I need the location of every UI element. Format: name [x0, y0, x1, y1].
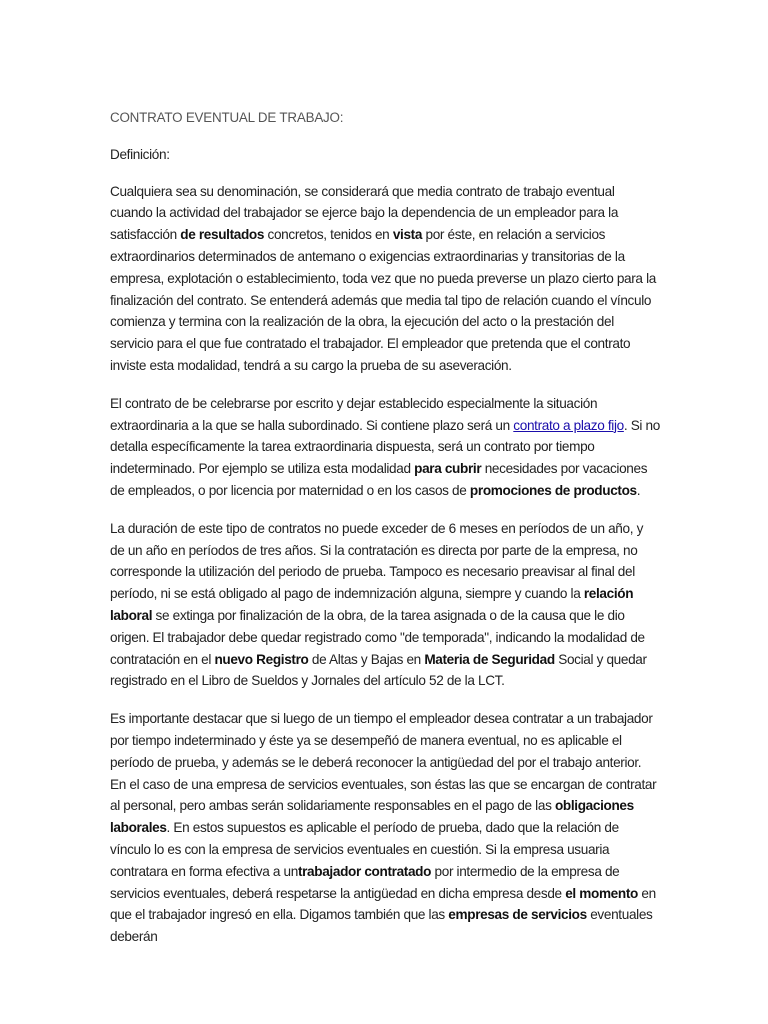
- text-run: necesidades por vacaciones de empleados, o por licencia por maternidad o en los casos de: [110, 461, 648, 498]
- text-run: de Altas y Bajas en: [308, 651, 425, 667]
- text-run: por intermedio de la empresa de servicios eventuales, deberá respetarse la antigüedad en dicha empresa desde: [110, 863, 620, 901]
- document-body: [110, 181, 660, 948]
- document-page: [110, 107, 660, 964]
- bold-text: el momento: [565, 885, 638, 901]
- text-run: Social y quedar registrado en el Libro de Sueldos y Jornales del artículo 52 de la LCT.: [110, 651, 647, 689]
- text-run: por éste, en relación a servicios extraordinarios determinados de antemano o exigencias extraordinarias y transitorias de la empresa, explotación o establecimiento, toda vez que no pueda preverse un plazo cierto para la finalización del contrato. Se entenderá además que media tal tipo de relación cuando el vínculo comienza y termina con la realización de la obra, la ejecución del acto o la prestación del servicio para el que fue contratado el trabajador. El empleador que pretenda que el contrato inviste esta modalidad, tendrá a su cargo la prueba de su aseveración.: [110, 227, 656, 373]
- text-run: eventuales deberán: [110, 907, 653, 945]
- text-run: se extinga por finalización de la obra, de la tarea asignada o de la causa que le dio origen. El trabajador debe quedar registrado como "de temporada", indicando la modalidad de contratación en el: [110, 607, 645, 667]
- text-run: El contrato de be celebrarse por escrito y dejar establecido especialmente la situación extraordinaria a la que se halla subordinado. Si contiene plazo será un: [110, 395, 598, 433]
- text-run: La duración de este tipo de contratos no puede exceder de 6 meses en períodos de un año, y de un año en períodos de tres años. Si la contratación es directa por parte de la empresa, no corresponde la utilización del periodo de prueba. Tampoco es necesario preavisar al final del período, ni se está obligado al pago de indemnización alguna, siempre y cuando la: [110, 520, 644, 602]
- definition-heading: Definición:: [110, 146, 170, 162]
- bold-text: promociones de productos: [469, 482, 637, 498]
- bold-text: obligaciones laborales: [110, 798, 634, 836]
- inline-link[interactable]: contrato a plazo fijo: [513, 417, 624, 433]
- bold-text: para cubrir: [414, 461, 482, 477]
- bold-text: empresas de servicios: [448, 907, 587, 923]
- text-run: . Si no detalla específicamente la tarea extraordinaria dispuesta, será un contrato por tiempo indeterminado. Por ejemplo se utiliza esta modalidad: [110, 417, 660, 477]
- paragraph: [110, 518, 660, 692]
- text-run: .: [636, 482, 641, 498]
- text-run: Es importante destacar que si luego de un tiempo el empleador desea contratar a un trabajador por tiempo indeterminado y éste ya se desempeñó de manera eventual, no es aplicable el período de prueba, y además se le deberá reconocer la antigüedad del por el trabajo anterior. En el caso de una empresa de servicios eventuales, son éstas las que se encargan de contratar al personal, pero ambas serán solidariamente responsables en el pago de las: [110, 711, 657, 814]
- bold-text: nuevo Registro: [214, 651, 309, 667]
- document-title: CONTRATO EVENTUAL DE TRABAJO:: [110, 110, 344, 125]
- bold-text: vista: [392, 227, 423, 243]
- paragraph: [110, 708, 660, 948]
- text-run: . En estos supuestos es aplicable el período de prueba, dado que la relación de vínculo lo es con la empresa de servicios eventuales en cuestión. Si la empresa usuaria contratara en forma efectiva a un: [110, 820, 619, 879]
- text-run: concretos, tenidos en: [264, 227, 393, 243]
- paragraph: [110, 393, 660, 502]
- bold-text: de resultados: [180, 227, 265, 243]
- bold-text: Materia de Seguridad: [424, 651, 555, 667]
- bold-text: trabajador contratado: [297, 863, 432, 879]
- text-run: en que el trabajador ingresó en ella. Digamos también que las: [110, 885, 656, 923]
- bold-text: relación laboral: [110, 586, 634, 623]
- paragraph: [110, 181, 660, 377]
- text-run: Cualquiera sea su denominación, se considerará que media contrato de trabajo eventual cuando la actividad del trabajador se ejerce bajo la dependencia de un empleador para la satisfacción: [110, 183, 619, 243]
